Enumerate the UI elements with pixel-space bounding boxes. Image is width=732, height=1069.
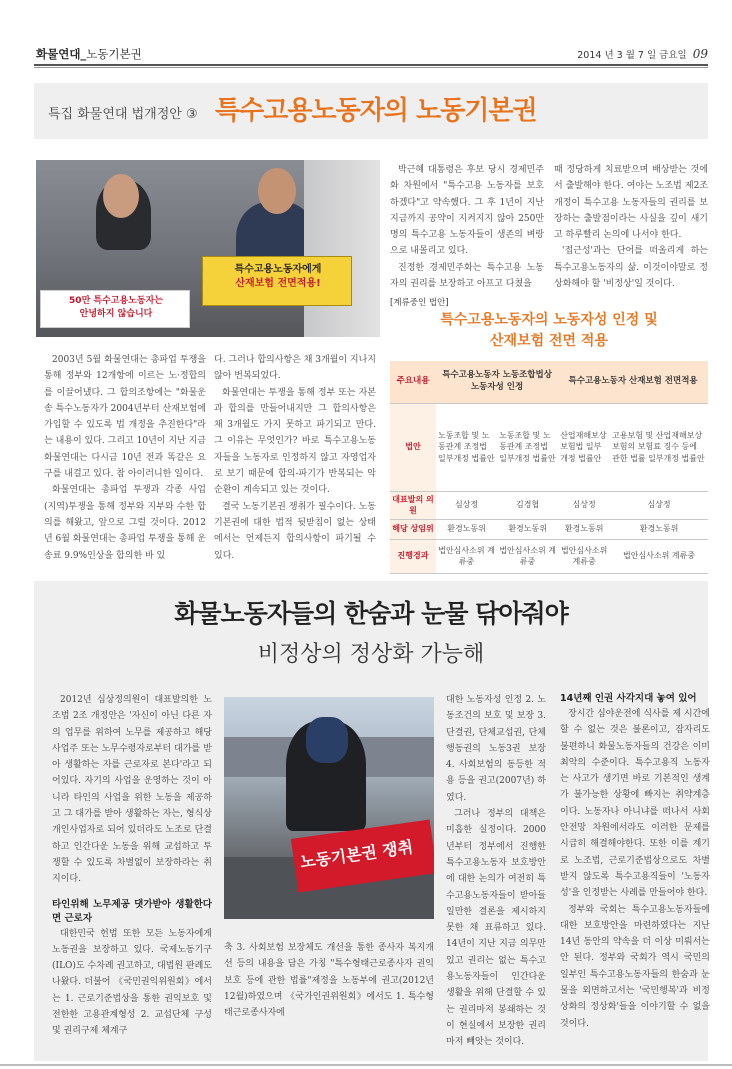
table-cell: 법안심사소위 계류중 <box>558 539 610 573</box>
section-name: 화물연대_ <box>36 47 87 61</box>
section-label <box>36 46 142 62</box>
paragraph: 장시간 심야운전에 식사를 제 시간에 할 수 없는 것은 불론이고, 잠자리도 불편하니 화물노동자들의 건강은 이미 최악의 수준이다. 특수고용직 노동자는 사고가 생기면 바로 기본적인 생계가 불가능한 상황에 빠지는 취약계층이다. 노동자나 아니냐를 떠나서 사회 안전망 차원에서라도 이러한 문제를 시급히 해결해야한다. 또한 이를 계기로 노조법, 근로기준법상으로도 차별받지 않도록 특수고용직들이 '노동자성'을 인정받는 사례를 만들어야 한다. <box>560 709 710 899</box>
table-cell: 고용보험 및 산업재해보상 보험의 보험료 징수 등에 관한 법률 일부개정 법률안 <box>610 403 708 491</box>
page-number: 09 <box>692 47 708 61</box>
article-kicker: 특집 화물연대 법개정안 ③ <box>48 107 198 122</box>
table-cell: 심상정 <box>610 491 708 519</box>
paragraph: 다. 그러나 합의사항은 채 3개월이 지나지 않아 번복되었다. <box>214 355 376 382</box>
table-row <box>390 403 708 491</box>
article1-column-1 <box>44 352 206 564</box>
article2-title: 화물노동자들의 한숨과 눈물 닦아줘야 <box>174 599 568 628</box>
table-cell: 노동조합 및 노동관계 조정법 일부개정 법률안 <box>436 403 497 491</box>
table-row-label: 법안 <box>390 403 436 491</box>
sign-right-text <box>207 263 349 291</box>
paragraph: 대한민국 헌법 또한 모든 노동자에게 노동권을 보장하고 있다. 국제노동기구(ILO)도 수차례 권고하고, 대법원 판례도 나왔다. 더불어 《국민권익위원회》에서는 1. 근로기준법상을 통한 권익보호 및 전한한 고용관계형성 2. 교섭단체 구성 및 권리구제 체계구 <box>52 928 212 1037</box>
section-heading: 타인위해 노무제공 댓가받아 생활한다면 근로자 <box>52 898 212 924</box>
paragraph: 2003년 5월 화물연대는 총파업 투쟁을 통해 정부와 12개항에 이르는 노·정합의를 이끌어냈다. 그 합의조항에는 "화물운송 특수노동자가 2004년부터 산재보험에 가입할 수 있도록 법 개정을 추진한다"라는 내용이 있다. 그리고 10년이 지난 지금 화물연대는 다시금 10년 전과 똑같은 요구를 내걸고 있다. 참 아이러니한 일이다. <box>44 355 206 480</box>
header-rule <box>34 64 708 66</box>
table-header-cell: 특수고용노동자 노동조합법상 노동자성 인정 <box>436 361 558 403</box>
paragraph: 화물연대는 총파업 투쟁과 각종 사업(지역)투쟁을 통해 정부와 지부와 수한 합의를 해왔고, 앞으로 그럴 것이다. 2012년 6월 화물연대는 총파업 투쟁을 통해 운송료 9.9%인상을 합의한 바 있 <box>44 485 206 561</box>
protest-sign-left <box>40 290 190 328</box>
face-mask <box>306 717 348 763</box>
table-cell: 환경노동위 <box>436 519 497 539</box>
building-wall <box>304 160 380 337</box>
rally-photo <box>224 697 434 919</box>
banner-text: 노동기본권 쟁취 <box>298 837 415 872</box>
table-cell: 법안심사소위 계류중 <box>610 539 708 573</box>
table-cell: 김경협 <box>497 491 558 519</box>
issue-info <box>577 47 708 61</box>
table-cell: 환경노동위 <box>610 519 708 539</box>
article1-column-4 <box>554 162 708 292</box>
table-title <box>390 310 708 352</box>
paragraph: '접근성'과는 단어를 떠올리게 하는 특수고용노동자의 삶. 이것이야말로 정상화해야 할 '비정상'일 것이다. <box>554 246 708 290</box>
table-header-row <box>390 361 708 403</box>
bill-table <box>390 361 708 574</box>
press-conference-photo <box>36 160 380 337</box>
table-cell: 노동조합 및 노동관계 조정법 일부개정 법률안 <box>497 403 558 491</box>
paragraph: 진정한 경제민주화는 특수고용 노동자의 권리를 보장하고 아프고 다쳤을 <box>390 262 544 290</box>
table-cell: 산업재해보상 보험법 일부개정 법률안 <box>558 403 610 491</box>
paragraph: 2012년 심상정의원이 대표발의한 노조법 2조 개정안은 '자신이 아닌 다른 자의 업무를 위하여 노무를 제공하고 해당 사업주 또는 노무수령자로부터 대가를 받아 생활하는 자를 근로자로 본다'라고 되어있다. 자기의 사업을 운영하는 것이 아니라 타인의 사업을 위한 노동을 제공하고 그 대가를 받아 생활하는 자는, 형식상 개인사업자로 되어 있더라도 노조로 단결하고 인간다운 노동을 위해 교섭하고 투쟁할 수 있도록 차별없이 보장하라는 취지이다. <box>52 695 212 885</box>
table-row-label: 진행경과 <box>390 539 436 573</box>
article-title: 특수고용노동자의 노동기본권 <box>215 96 537 126</box>
table-cell: 환경노동위 <box>497 519 558 539</box>
table-row <box>390 519 708 539</box>
paragraph: 정부와 국회는 특수고용노동자들에 대한 보호방안을 마련하였다는 지난 14년 동안의 약속을 더 이상 미뤄서는 안 된다. 정부와 국회가 역시 국민의 일부인 특수고용노동자들의 한숨과 눈물을 외면하고서는 '국민행복'과 비정상화의 정상화'들을 이야기할 수 없을 것이다. <box>560 904 710 1029</box>
article2-column-1 <box>52 692 212 1040</box>
section-name-rest: 노동기본권 <box>86 47 142 61</box>
table-cell: 환경노동위 <box>558 519 610 539</box>
paragraph: 결국 노동기본권 쟁취가 필수이다. 노동기본권에 대한 법적 뒷받침이 없는 상태에서는 언제든지 합의사항이 파기될 수 있다. <box>214 501 376 561</box>
sign-right-line2: 산재보험 전면적용! <box>235 278 321 289</box>
article2-subtitle: 비정상의 정상화 가능해 <box>257 642 485 667</box>
paragraph: 그러나 정부의 대책은 미흡한 실정이다. 2000년부터 정부에서 진행한 특수고용노동자 보호방안에 대한 논의가 여전히 특수고용노동자들이 받아들일만한 결론을 제시하지 못한 채 표류하고 있다. 14년이 지난 지금 의무만 있고 권리는 없는 특수고용노동자들이 인간다운 생활을 위해 단결할 수 있는 권리마저 봉쇄하는 것이 현실에서 보장한 권리마저 빼앗는 것이다. <box>446 809 546 1048</box>
issue-date: 2014 년 3 월 7 일 금요일 <box>577 50 687 61</box>
article2-column-2 <box>224 940 434 1021</box>
table-label: [계류중인 법안] <box>390 298 449 308</box>
table-title-line2: 산재보험 전면 적용 <box>490 333 608 349</box>
article2-column-4 <box>560 692 710 1032</box>
protest-sign-right <box>202 256 352 306</box>
table-row-label: 해당 상임위 <box>390 519 436 539</box>
paragraph: 대한 노동자성 인정 2. 노동조건의 보호 및 보장 3. 단결권, 단체교섭권, 단체행동권의 노동3권 보장 4. 사회보험의 동등한 적용 등을 권고(2007년) 하였다. <box>446 695 546 803</box>
section-heading: 14년째 인권 사각지대 놓여 있어 <box>560 693 697 704</box>
table-row-label: 대표발의 의원 <box>390 491 436 519</box>
article1-column-3 <box>390 162 544 292</box>
table-cell: 심상정 <box>558 491 610 519</box>
paragraph: 화물연대는 투쟁을 통해 정부 또는 자본과 합의를 만들어내지만 그 합의사항은 채 3개월도 가지 못하고 파기되고 만다. 그 이유는 무엇인가? 바로 특수고용노동자들을 노동자로 인정하지 않고 자영업자로 보기 때문에 합의-파기가 반복되는 악순환이 계속되고 있는 것이다. <box>214 387 376 496</box>
paragraph: 때 정당하게 치료받으며 배상받는 것에서 출발해야 한다. 여야는 노조법 제2조 개정이 특수고용 노동자들의 권리를 보장하는 출발점이라는 사실을 깊이 새기고 하루빨리 논의에 나서야 한다. <box>554 165 708 241</box>
table-header-cell: 특수고용노동자 산재보험 전면적용 <box>558 361 708 403</box>
footer-rule <box>0 1064 732 1066</box>
table-row <box>390 491 708 519</box>
sign-right-line1: 특수고용노동자에게 <box>234 264 322 275</box>
table-row <box>390 539 708 573</box>
paragraph: 박근혜 대통령은 후보 당시 경제민주화 차원에서 "특수고용 노동자를 보호하겠다"고 약속했다. 그 후 1년이 지난 지금까지 공약이 지켜지지 않아 250만 명의 특수고용 노동자들이 생존의 벼랑으로 내몰리고 있다. <box>390 165 544 257</box>
table-cell: 법안심사소위 계류중 <box>497 539 558 573</box>
header-rule-thin <box>34 67 708 68</box>
table-title-line1: 특수고용노동자의 노동자성 인정 및 <box>440 312 658 328</box>
paragraph: 축 3. 사회보험 보장체도 개선을 통한 종사자 복지개선 등의 내용을 담은 가칭 "특수형태근로종사자 권익보호 등에 관한 법률"제정을 노동부에 권고(2012년12월)하였으며 《국가인권위원회》에서도 1. 특수형태근로종사자에 <box>224 943 434 1019</box>
article2-column-3 <box>446 692 546 1051</box>
person-right-face <box>258 168 296 214</box>
table-header-cell: 주요내용 <box>390 361 436 403</box>
person-left-face <box>103 174 139 218</box>
table-cell: 법안심사소위 계류중 <box>436 539 497 573</box>
table-cell: 심상정 <box>436 491 497 519</box>
article1-column-2 <box>214 352 376 564</box>
sign-left-text: 50만 특수고용노동자는 안녕하지 않습니다 <box>69 296 163 319</box>
